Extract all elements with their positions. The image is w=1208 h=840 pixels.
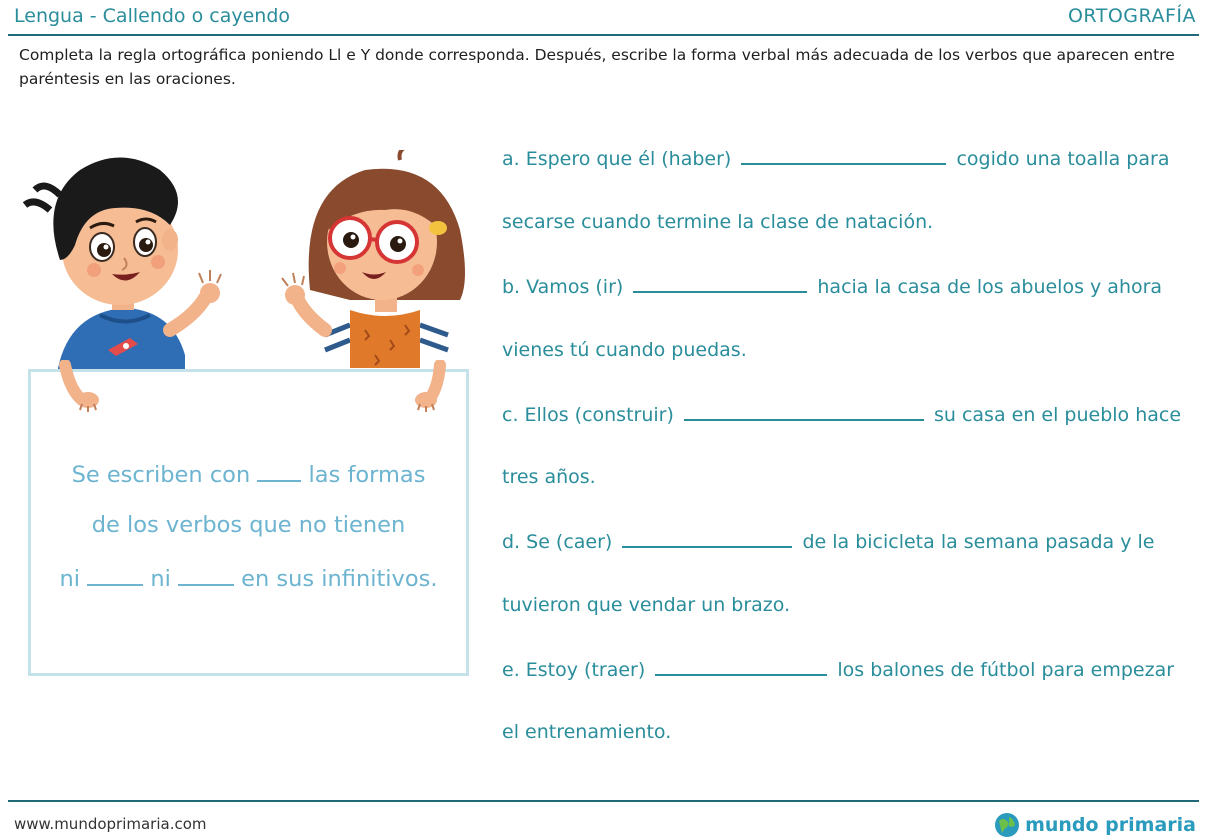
answer-blank-c[interactable] xyxy=(684,403,924,421)
answer-blank-a[interactable] xyxy=(741,147,946,165)
exercise-text: c. Ellos (construir) xyxy=(502,404,674,426)
exercise-text: su casa en el pueblo hace xyxy=(933,404,1182,426)
answer-blank-e[interactable] xyxy=(655,658,827,676)
globe-icon xyxy=(993,811,1021,839)
header-divider xyxy=(8,34,1199,36)
rule-line-2: de los verbos que no tienen xyxy=(91,512,406,538)
rule-blank[interactable] xyxy=(87,564,143,586)
exercise-b-line-1 xyxy=(502,275,1162,298)
exercise-c-line-1 xyxy=(502,403,1181,426)
exercise-text: b. Vamos (ir) xyxy=(502,276,624,298)
brand-logo[interactable] xyxy=(993,810,1196,840)
answer-blank-b[interactable] xyxy=(633,275,807,293)
exercise-e-line-2: el entrenamiento. xyxy=(502,721,672,743)
exercise-text: e. Estoy (traer) xyxy=(502,659,646,681)
footer-divider xyxy=(8,800,1199,802)
exercise-text: cogido una toalla para xyxy=(956,148,1170,170)
page-title: Lengua - Callendo o cayendo xyxy=(14,5,291,27)
exercise-d-line-1 xyxy=(502,530,1154,553)
rule-text: en sus infinitivos. xyxy=(241,566,438,592)
exercise-d-line-2: tuvieron que vendar un brazo. xyxy=(502,594,791,616)
rule-blank[interactable] xyxy=(178,564,234,586)
girl-figure xyxy=(282,150,465,368)
exercise-a-line-1 xyxy=(502,147,1169,170)
footer-url[interactable]: www.mundoprimaria.com xyxy=(14,815,207,833)
exercise-text: de la bicicleta la semana pasada y le xyxy=(802,531,1155,553)
exercise-text: hacia la casa de los abuelos y ahora xyxy=(817,276,1163,298)
exercise-text: d. Se (caer) xyxy=(502,531,613,553)
rule-line-3 xyxy=(31,564,466,592)
exercise-text: a. Espero que él (haber) xyxy=(502,148,732,170)
rule-box xyxy=(28,369,469,676)
exercise-c-line-2: tres años. xyxy=(502,466,596,488)
brand-name: mundo primaria xyxy=(1025,814,1196,836)
category-label: ORTOGRAFÍA xyxy=(1067,5,1196,27)
exercise-e-line-1 xyxy=(502,658,1174,681)
exercise-a-line-2: secarse cuando termine la clase de natación. xyxy=(502,211,934,233)
rule-line-1 xyxy=(31,460,466,488)
rule-text: Se escriben con xyxy=(71,462,251,488)
instructions-text: Completa la regla ortográfica poniendo Ll e Y donde corresponda. Después, escribe la forma verbal más adecuada de los verbos que aparecen entre paréntesis en las oraciones. xyxy=(19,46,1175,88)
exercise-text: los balones de fútbol para empezar xyxy=(837,659,1175,681)
exercise-b-line-2: vienes tú cuando puedas. xyxy=(502,339,747,361)
rule-text: las formas xyxy=(308,462,426,488)
rule-text: ni xyxy=(59,566,81,592)
boy-figure xyxy=(25,158,221,373)
answer-blank-d[interactable] xyxy=(622,530,792,548)
rule-text: ni xyxy=(150,566,171,592)
rule-blank[interactable] xyxy=(257,460,301,482)
